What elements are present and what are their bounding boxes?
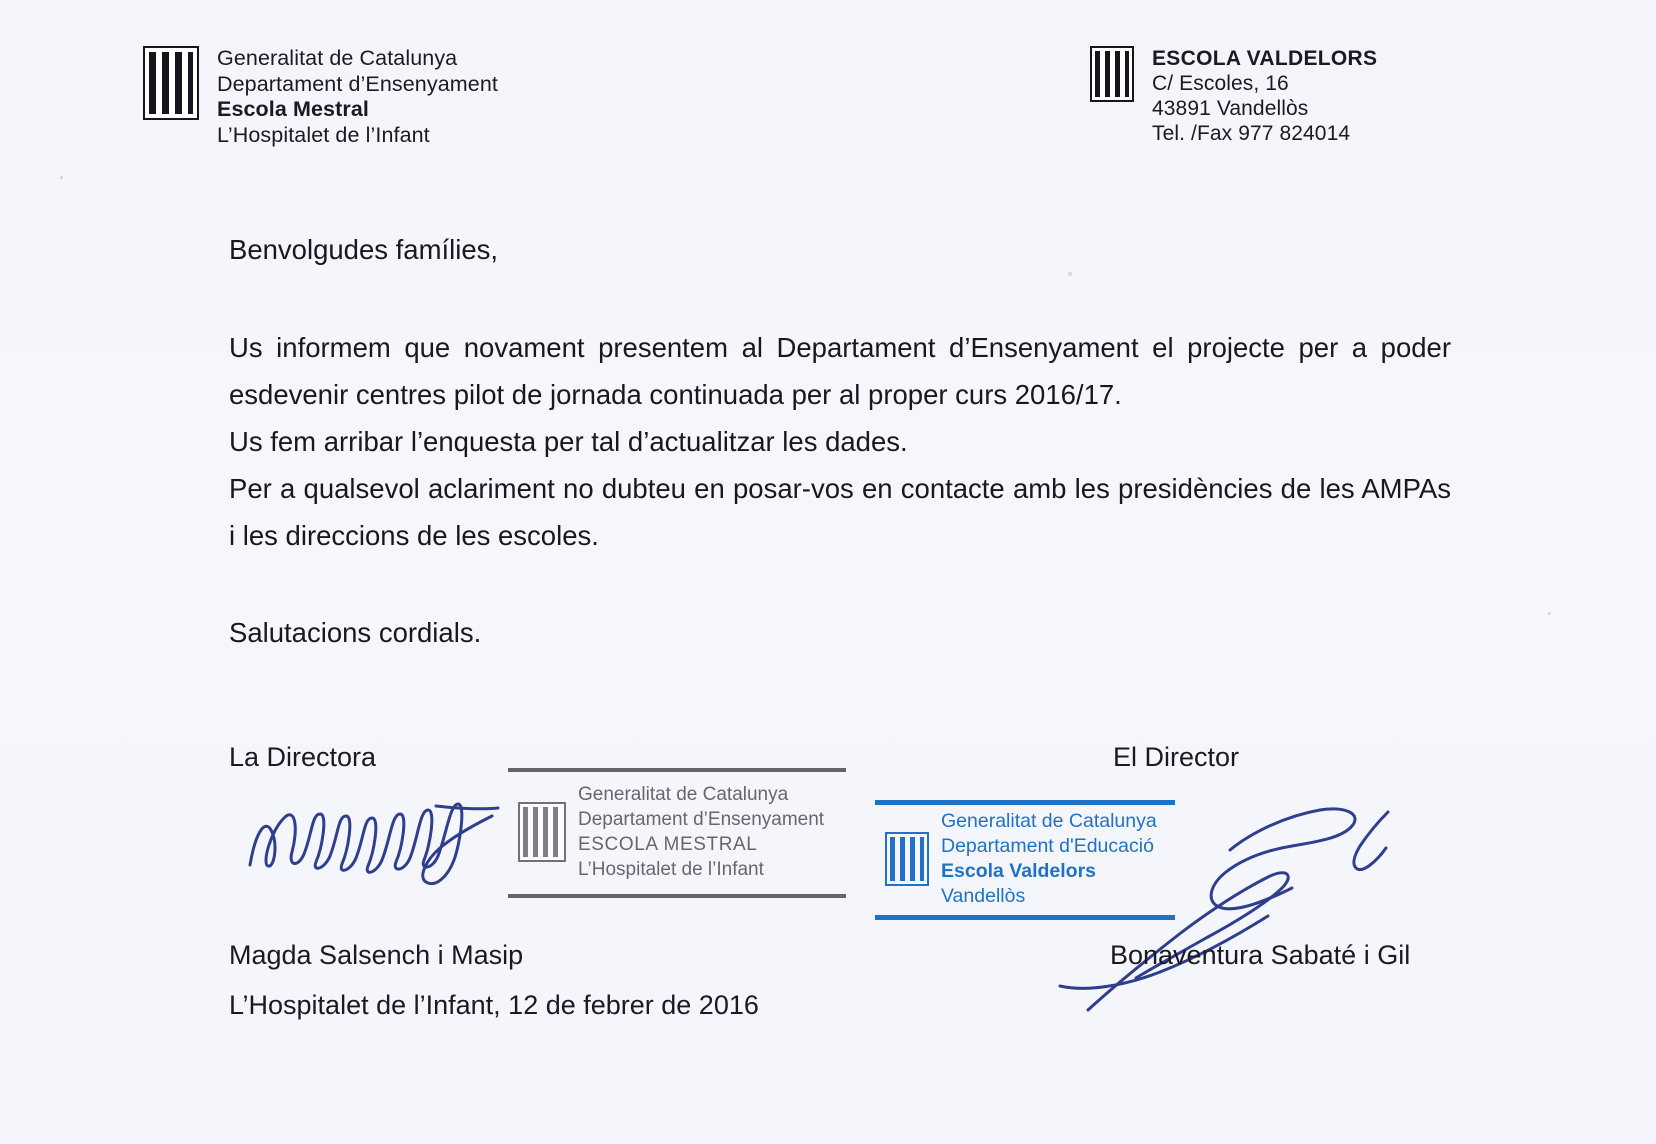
scan-speck xyxy=(60,176,63,179)
stamp-blue-line3: Escola Valdelors xyxy=(941,860,1097,882)
stamp-blue-line4: Vandellòs xyxy=(941,885,1026,907)
letter-body xyxy=(229,236,1451,674)
letterhead-right xyxy=(1090,46,1377,146)
generalitat-shield-icon xyxy=(885,832,929,886)
generalitat-shield-icon xyxy=(143,46,199,120)
stamp-escola-valdelors xyxy=(875,800,1175,920)
signature-name-left: Magda Salsench i Masip xyxy=(229,940,524,970)
letter-paragraph-2: Us fem arribar l’enquesta per tal d’actualitzar les dades. xyxy=(229,425,908,457)
letterhead-right-line2: C/ Escoles, 16 xyxy=(1152,72,1289,95)
signature-role-right: El Director xyxy=(1113,742,1240,772)
stamp-grey-lines xyxy=(578,782,824,882)
letterhead-right-line3: 43891 Vandellòs xyxy=(1152,97,1309,120)
stamp-grey-line4: L’Hospitalet de l’Infant xyxy=(578,859,764,880)
signature-role-left: La Directora xyxy=(229,742,377,772)
stamp-escola-mestral xyxy=(508,768,846,898)
letter-paragraph-1: Us informem que novament presentem al Departament d’Ensenyament el projecte per a poder esdevenir centres pilot de jornada continuada per al proper curs 2016/17. xyxy=(229,331,1451,410)
signature-name-right: Bonaventura Sabaté i Gil xyxy=(1110,940,1411,970)
scan-speck xyxy=(1068,272,1072,276)
letterhead-right-lines xyxy=(1152,46,1377,146)
stamp-grey-line1: Generalitat de Catalunya xyxy=(578,784,789,805)
letter-greeting: Benvolgudes famílies, xyxy=(229,234,499,265)
stamp-blue-line1: Generalitat de Catalunya xyxy=(941,810,1157,832)
letterhead-right-line4: Tel. /Fax 977 824014 xyxy=(1152,122,1351,145)
letterhead xyxy=(0,42,1656,162)
stamp-blue-lines xyxy=(941,809,1157,909)
stamp-blue-line2: Departament d'Educació xyxy=(941,835,1154,857)
generalitat-shield-icon xyxy=(518,802,566,862)
generalitat-shield-icon xyxy=(1090,46,1134,102)
stamp-grey-line2: Departament d’Ensenyament xyxy=(578,809,825,830)
scan-speck xyxy=(1548,612,1551,615)
letterhead-left-line2: Departament d’Ensenyament xyxy=(217,71,498,96)
letterhead-left-line3: Escola Mestral xyxy=(217,97,369,121)
signature-place-date: L’Hospitalet de l’Infant, 12 de febrer de 2016 xyxy=(229,990,759,1020)
stamp-grey-line3: ESCOLA MESTRAL xyxy=(578,834,758,855)
letterhead-left xyxy=(143,46,498,148)
letterhead-right-line1: ESCOLA VALDELORS xyxy=(1152,47,1378,70)
letter-paragraph-3: Per a qualsevol aclariment no dubteu en posar-vos en contacte amb les presidències de les AMPAs i les direccions de les escoles. xyxy=(229,472,1451,551)
letterhead-left-line4: L’Hospitalet de l’Infant xyxy=(217,122,430,147)
letter-closing: Salutacions cordials. xyxy=(229,616,482,648)
letterhead-left-lines xyxy=(217,46,498,148)
letterhead-left-line1: Generalitat de Catalunya xyxy=(217,46,458,70)
